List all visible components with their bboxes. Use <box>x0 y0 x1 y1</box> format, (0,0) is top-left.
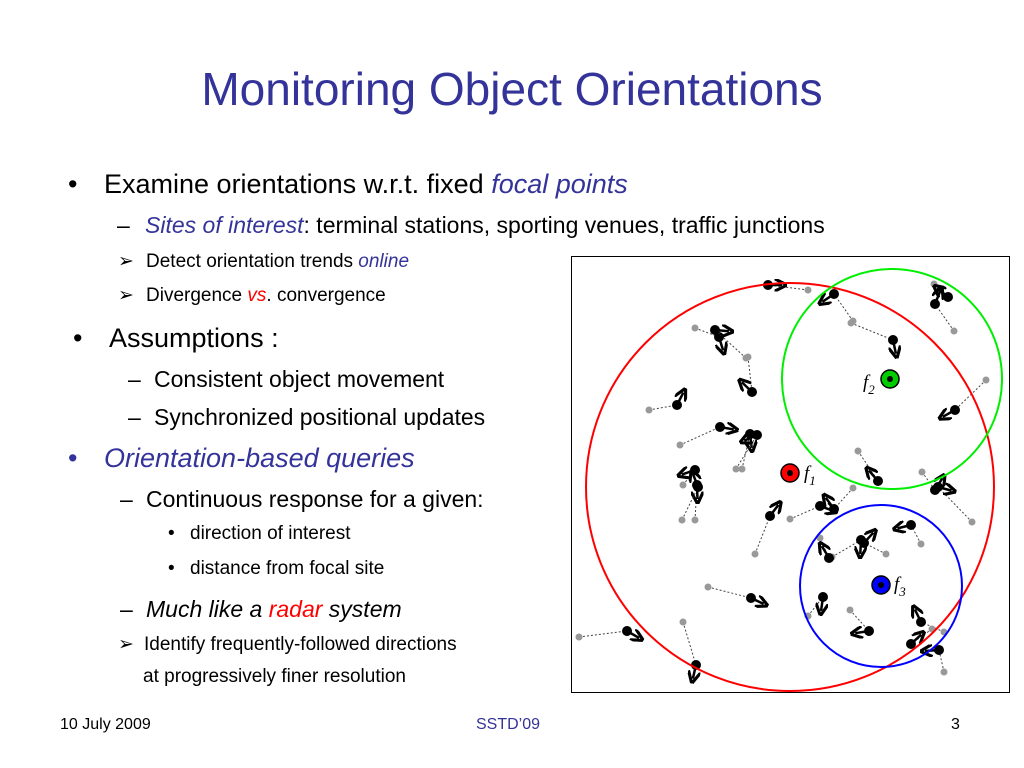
arrow-bullet-icon: ➢ <box>118 634 134 655</box>
vs-emphasis: vs <box>247 285 267 306</box>
moving-objects <box>576 280 990 679</box>
footer-conference: SSTD’09 <box>476 716 541 733</box>
moving-object <box>710 325 750 362</box>
dot-mark: • <box>168 558 175 579</box>
moving-object <box>848 320 899 354</box>
dash-mark: – <box>120 486 133 512</box>
continuous-response-text: Continuous response for a given: <box>146 486 484 512</box>
identify-directions-text: Identify frequently-followed directions <box>144 634 457 655</box>
focal-label-f3: $f_3$ <box>894 574 906 599</box>
radar-text-1: Much like a <box>146 596 269 622</box>
bullet-2 <box>73 323 279 354</box>
slide-title: Monitoring Object Orientations <box>201 63 823 115</box>
divergence-text: Divergence <box>146 285 248 306</box>
focal-label-f2: $f_2$ <box>863 372 875 397</box>
orientation-queries-text: Orientation-based queries <box>104 443 415 473</box>
moving-object <box>576 626 640 641</box>
consistent-movement-text: Consistent object movement <box>154 366 445 392</box>
radar-emphasis: radar <box>268 596 323 622</box>
moving-object <box>925 645 947 676</box>
bullet-mark: • <box>73 323 83 353</box>
moving-object <box>931 281 954 303</box>
moving-object <box>855 448 884 487</box>
bullet-mark: • <box>68 169 78 199</box>
footer-page-number: 3 <box>951 716 960 733</box>
bullet-2-sub-2 <box>128 404 485 431</box>
bullet-1-arrow-2 <box>118 284 386 307</box>
bullet-3-sub-1-dot-1 <box>168 523 351 545</box>
bullet-2-sub-1 <box>128 366 444 393</box>
bullet-3-sub-2 <box>120 596 402 623</box>
bullet-3-arrow-1 <box>118 633 457 656</box>
detect-trends-text: Detect orientation trends <box>146 251 359 272</box>
moving-object <box>822 289 856 325</box>
dash-mark: – <box>128 366 141 392</box>
sites-of-interest-label: Sites of interest <box>145 212 304 238</box>
convergence-text: . convergence <box>266 285 386 306</box>
bullet-3-arrow-1-continued: at progressively finer resolution <box>143 666 406 687</box>
bullet-1 <box>68 169 628 200</box>
focal-point-f1 <box>781 463 816 488</box>
arrow-bullet-icon: ➢ <box>118 285 134 306</box>
moving-object <box>829 535 867 561</box>
direction-of-interest-text: direction of interest <box>190 523 351 544</box>
focal-label-f1: $f_1$ <box>804 463 816 488</box>
focal-point-f2 <box>863 370 899 397</box>
dash-mark: – <box>117 212 130 238</box>
focal-point-f3 <box>872 574 906 599</box>
moving-object <box>677 422 734 449</box>
moving-object <box>817 535 835 564</box>
moving-object <box>933 482 976 526</box>
bullet-1-arrow-1 <box>118 250 409 273</box>
dot-mark: • <box>168 523 175 544</box>
moving-object <box>646 393 684 414</box>
diagram-svg <box>572 257 1009 692</box>
orientation-diagram <box>571 256 1010 693</box>
moving-object <box>897 520 924 548</box>
bullet-3-sub-1 <box>120 486 484 513</box>
moving-object <box>906 626 936 650</box>
footer-date: 10 July 2009 <box>60 716 151 733</box>
bullet-mark: • <box>68 443 78 473</box>
bullet-3-sub-1-dot-2 <box>168 558 384 580</box>
moving-object <box>752 505 779 558</box>
arrow-bullet-icon: ➢ <box>118 251 134 272</box>
assumptions-text: Assumptions : <box>109 323 279 353</box>
synchronized-updates-text: Synchronized positional updates <box>154 404 486 430</box>
moving-object <box>787 501 834 523</box>
bullet-3 <box>68 443 415 474</box>
bullet-1-sub <box>117 212 825 239</box>
radar-text-2: system <box>322 596 402 622</box>
moving-object <box>805 592 829 620</box>
online-emphasis: online <box>358 251 410 272</box>
dash-mark: – <box>128 404 141 430</box>
bullet-1-text: Examine orientations w.r.t. fixed <box>104 169 492 199</box>
moving-object <box>847 607 875 637</box>
moving-object <box>705 584 764 604</box>
dash-mark: – <box>120 596 133 622</box>
bullet-1-emphasis: focal points <box>491 169 628 199</box>
distance-text: distance from focal site <box>190 558 385 579</box>
sites-of-interest-text: : terminal stations, sporting venues, traffic junctions <box>303 212 825 238</box>
